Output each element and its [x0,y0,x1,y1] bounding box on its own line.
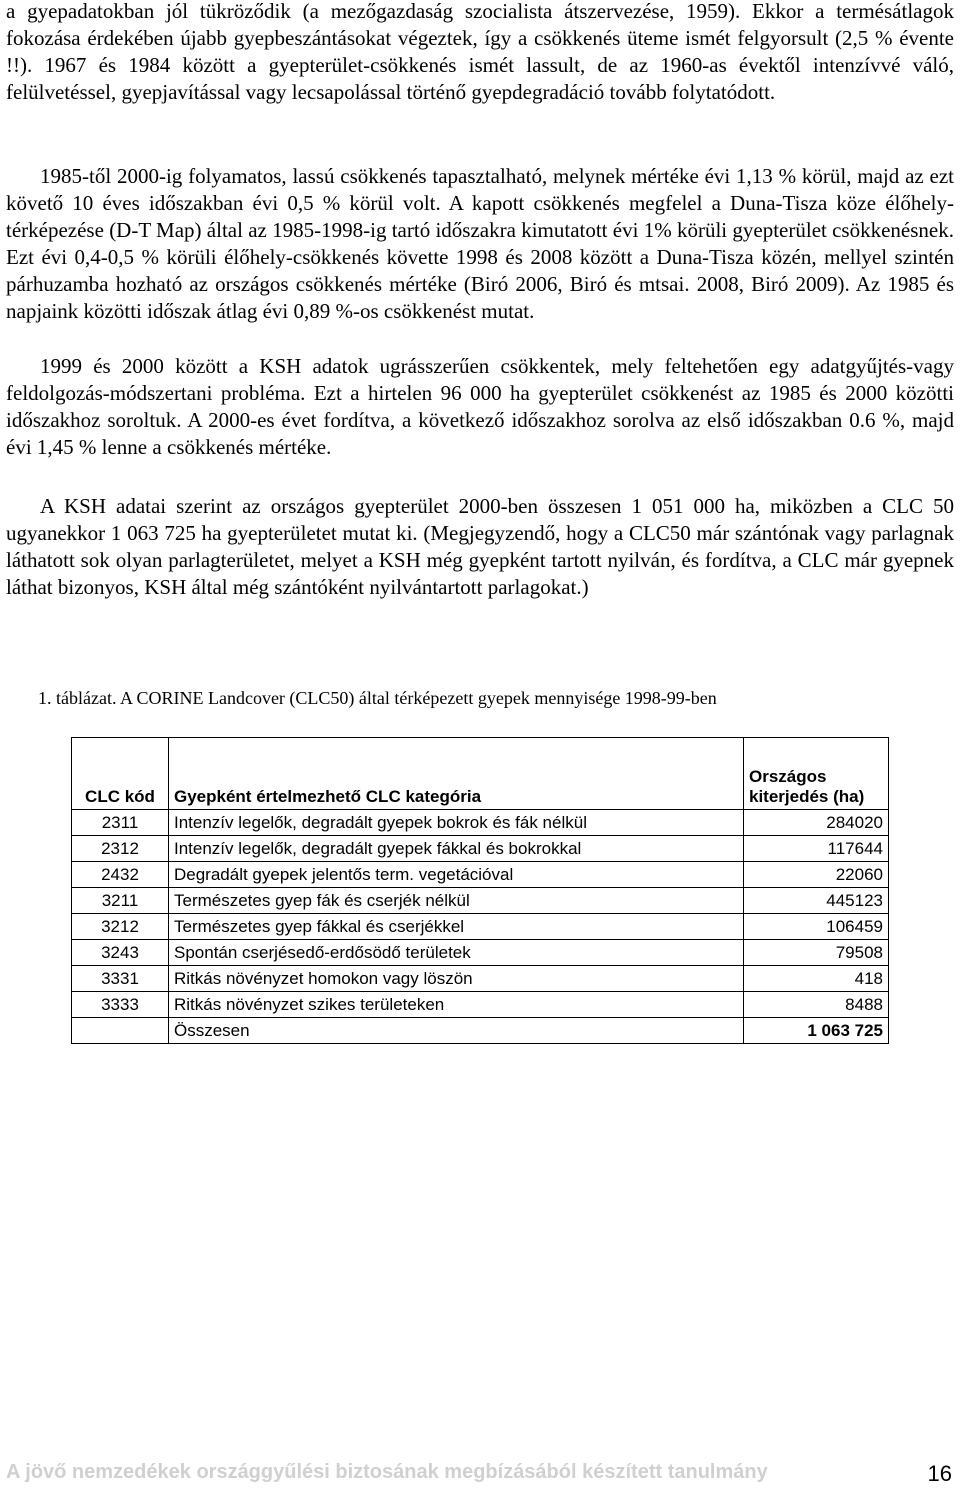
paragraph-ksh-clc-comparison: A KSH adatai szerint az országos gyepterület 2000-ben összesen 1 051 000 ha, miközben a CLC 50 ugyanekkor 1 063 725 ha gyepterületet mutat ki. (Megjegyzendő, hogy a CLC50 már szántónak vagy parlagnak láthatott sok olyan parlagterületet, melyet a KSH még gyepként tartott nyilván, és fordítva, a CLC már gyepnek láthat bizonyos, KSH által még szántóként nyilvántartott parlagokat.) [6,494,954,599]
table-row [72,836,889,862]
header-category: Gyepként értelmezhető CLC kategória [169,738,744,810]
paragraph-decrease-1985-2000: 1985-től 2000-ig folyamatos, lassú csökkenés tapasztalható, melynek mértéke évi 1,13 % körül, majd az ezt követő 10 éves időszakban évi 0,5 % körül volt. A kapott csökkenés megfelel a Duna-Tisza köze élőhely-térképezése (D-T Map) által az 1985-1998-ig tartó időszakra kimutatott évi 1% körüli gyepterület csökkenésnek. Ezt évi 0,4-0,5 % körüli élőhely-csökkenés követte 1998 és 2008 között a Duna-Tisza közén, mellyel szintén párhuzamba hozható az országos csökkenés mértéke (Biró 2006, Biró és mtsai. 2008, Biró 2009). Az 1985 és napjaink közötti időszak átlag évi 0,89 %-os csökkenést mutat. [6,164,954,323]
row-code: 3212 [72,914,169,940]
row-code: 3333 [72,992,169,1018]
table-total-row [72,1018,889,1044]
row-category: Intenzív legelők, degradált gyepek fákkal és bokrokkal [169,836,744,862]
table-row [72,914,889,940]
row-area: 445123 [744,888,889,914]
row-area: 79508 [744,940,889,966]
row-code: 2311 [72,810,169,836]
row-code: 3243 [72,940,169,966]
table-header-row [72,738,889,810]
row-category: Spontán cserjésedő-erdősödő területek [169,940,744,966]
row-code: 2312 [72,836,169,862]
paragraph-grassland-history: a gyepadatokban jól tükröződik (a mezőgazdaság szocialista átszervezése, 1959). Ekkor a termésátlagok fokozása érdekében újabb gyepbeszántásokat végeztek, így a csökkenés üteme ismét felgyorsult (2,5 % évente !!). 1967 és 1984 között a gyepterület-csökkenés ismét lassult, de az 1960-as évektől intenzívvé váló, felülvetéssel, gyepjavítással vagy lecsapolással történő gyepdegradáció tovább folytatódott. [6,0,954,104]
total-label: Összesen [169,1018,744,1044]
total-empty-cell [72,1018,169,1044]
row-area: 117644 [744,836,889,862]
paragraph-ksh-data-drop: 1999 és 2000 között a KSH adatok ugrásszerűen csökkentek, mely feltehetően egy adatgyűjtés-vagy feldolgozás-módszertani probléma. Ezt a hirtelen 96 000 ha gyepterület csökkenést az 1985 és 2000 közötti időszakhoz soroltuk. A 2000-es évet fordítva, a következő időszakhoz sorolva az első időszakban 0.6 %, majd évi 1,45 % lenne a csökkenés mértéke. [6,354,954,459]
row-category: Természetes gyep fák és cserjék nélkül [169,888,744,914]
clc-grassland-table [71,737,889,1044]
row-category: Degradált gyepek jelentős term. vegetációval [169,862,744,888]
table-row [72,810,889,836]
row-area: 22060 [744,862,889,888]
row-area: 418 [744,966,889,992]
table-row [72,992,889,1018]
row-area: 284020 [744,810,889,836]
row-code: 2432 [72,862,169,888]
header-national-extent: Országos kiterjedés (ha) [744,738,889,810]
footer-text: A jövő nemzedékek országgyűlési biztosának megbízásából készített tanulmány [6,1461,768,1483]
table-row [72,966,889,992]
page-number: 16 [927,1461,952,1486]
table-row [72,862,889,888]
row-area: 106459 [744,914,889,940]
table-caption: 1. táblázat. A CORINE Landcover (CLC50) által térképezett gyepek mennyisége 1998-99-ben [38,688,717,708]
table-row [72,888,889,914]
row-code: 3211 [72,888,169,914]
total-area: 1 063 725 [744,1018,889,1044]
table-row [72,940,889,966]
row-code: 3331 [72,966,169,992]
row-category: Intenzív legelők, degradált gyepek bokrok és fák nélkül [169,810,744,836]
row-category: Természetes gyep fákkal és cserjékkel [169,914,744,940]
header-clc-code: CLC kód [72,738,169,810]
row-category: Ritkás növényzet szikes területeken [169,992,744,1018]
row-area: 8488 [744,992,889,1018]
row-category: Ritkás növényzet homokon vagy löszön [169,966,744,992]
